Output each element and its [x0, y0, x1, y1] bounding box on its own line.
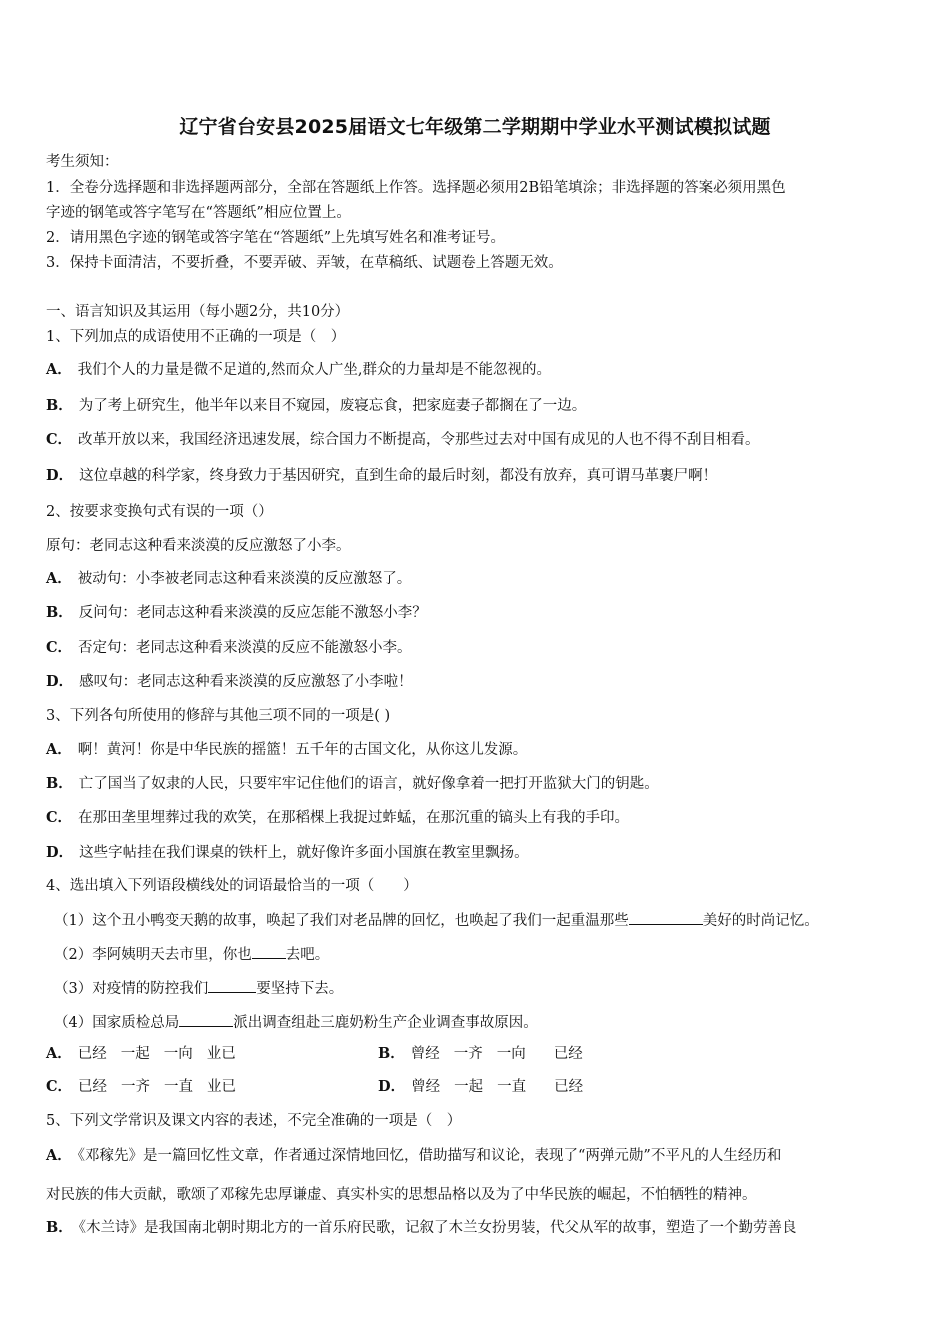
option-word: 一起: [454, 1079, 484, 1095]
question-4-option-a: [46, 1044, 236, 1064]
option-word: 已经: [77, 1046, 107, 1062]
notice-item-1: 1．全卷分选择题和非选择题两部分，全部在答题纸上作答。选择题必须用2B铅笔填涂；非选择题的答案必须用黑色: [46, 180, 786, 196]
option-label: D．: [46, 844, 74, 861]
option-text: 这位卓越的科学家，终身致力于基因研究，直到生命的最后时刻，都没有放弃，真可谓马革裹尸啊！: [79, 468, 718, 484]
item-text: 要坚持下去。: [256, 981, 344, 997]
option-label: B．: [46, 775, 73, 792]
option-label: C．: [46, 431, 73, 448]
option-word: 业已: [207, 1079, 237, 1095]
option-text: 我们个人的力量是微不足道的,然而众人广坐,群众的力量却是不能忽视的。: [77, 362, 551, 378]
option-text: 反问句：老同志这种看来淡漠的反应怎能不激怒小李？: [78, 605, 427, 621]
option-label: D．: [46, 673, 74, 690]
option-label: C．: [46, 809, 73, 826]
question-4-stem: 4、选出填入下列语段横线处的词语最恰当的一项（ ）: [46, 878, 418, 894]
fill-blank: [629, 910, 703, 925]
question-4-item-2: [54, 944, 329, 965]
question-4-option-d: [378, 1077, 583, 1097]
option-label: A．: [46, 570, 72, 587]
option-word: 一向: [496, 1046, 526, 1062]
question-4-option-c: [46, 1077, 236, 1097]
item-text: （3）对疫情的防控我们: [54, 981, 209, 997]
question-1-option-d: [46, 466, 717, 486]
option-word: 一齐: [453, 1046, 483, 1062]
notice-heading: 考生须知：: [46, 154, 119, 170]
fill-blank: [208, 978, 256, 993]
notice-item-3: 3．保持卡面清洁，不要折叠，不要弄破、弄皱，在草稿纸、试题卷上答题无效。: [46, 255, 563, 271]
fill-blank: [252, 944, 286, 959]
option-text: 否定句：老同志这种看来淡漠的反应不能激怒小李。: [78, 640, 412, 656]
question-2-stem: 2、按要求变换句式有误的一项（）: [46, 504, 273, 520]
option-text: 亡了国当了奴隶的人民，只要牢牢记住他们的语言，就好像拿着一把打开监狱大门的钥匙。: [78, 776, 659, 792]
question-1-option-c: [46, 430, 760, 450]
option-word: 已经: [78, 1079, 108, 1095]
option-label: B．: [378, 1045, 405, 1062]
option-label: A．: [46, 741, 72, 758]
option-word: 曾经: [411, 1079, 441, 1095]
item-text: 派出调查组赴三鹿奶粉生产企业调查事故原因。: [233, 1015, 538, 1031]
section-heading: 一、语言知识及其运用（每小题2分，共10分）: [46, 304, 350, 320]
question-3-option-a: [46, 740, 527, 760]
question-3-option-c: [46, 808, 629, 828]
question-4-item-4: [54, 1012, 538, 1033]
question-3-option-d: [46, 843, 529, 863]
question-1-stem: 1、下列加点的成语使用不正确的一项是（ ）: [46, 329, 346, 345]
option-text: 啊！黄河！你是中华民族的摇篮！五千年的古国文化，从你这儿发源。: [77, 742, 528, 758]
option-label: B．: [46, 397, 73, 414]
option-word: 一直: [164, 1079, 194, 1095]
item-text: 美好的时尚记忆。: [702, 913, 819, 929]
question-5-option-a: [46, 1146, 781, 1166]
question-3-stem: 3、下列各句所使用的修辞与其他三项不同的一项是( ): [46, 708, 391, 724]
question-5-option-b: [46, 1218, 797, 1238]
question-2-option-b: [46, 603, 427, 623]
option-word: 已经: [554, 1079, 584, 1095]
option-word: 一齐: [121, 1079, 151, 1095]
option-label: A．: [46, 1147, 72, 1164]
option-label: D．: [46, 467, 74, 484]
item-text: （1）这个丑小鸭变天鹅的故事，唤起了我们对老品牌的回忆，也唤起了我们一起重温那些: [54, 913, 629, 929]
question-5-stem: 5、下列文学常识及课文内容的表述，不完全准确的一项是（ ）: [46, 1113, 462, 1129]
option-label: A．: [46, 1045, 72, 1062]
question-2-original: 原句：老同志这种看来淡漠的反应激怒了小李。: [46, 538, 351, 554]
option-word: 业已: [206, 1046, 236, 1062]
fill-blank: [179, 1012, 233, 1027]
notice-item-1-cont: 字迹的钢笔或答字笔写在“答题纸”相应位置上。: [46, 205, 351, 221]
option-text: 《邓稼先》是一篇回忆性文章，作者通过深情地回忆，借助描写和议论，表现了“两弹元勋”不平凡的人生经历和: [77, 1148, 782, 1164]
question-2-option-c: [46, 638, 412, 658]
item-text: （4）国家质检总局: [54, 1015, 180, 1031]
option-label: D．: [378, 1078, 406, 1095]
option-label: C．: [46, 639, 73, 656]
question-1-option-a: [46, 360, 551, 380]
notice-item-2: 2．请用黑色字迹的钢笔或答字笔在“答题纸”上先填写姓名和准考证号。: [46, 230, 506, 246]
question-2-option-a: [46, 569, 411, 589]
option-label: B．: [46, 604, 73, 621]
option-text: 为了考上研究生，他半年以来目不窥园，废寝忘食，把家庭妻子都搁在了一边。: [78, 398, 587, 414]
option-text: 感叹句：老同志这种看来淡漠的反应激怒了小李啦！: [79, 674, 413, 690]
question-5-option-a-cont: 对民族的伟大贡献，歌颂了邓稼先忠厚谦虚、真实朴实的思想品格以及为了中华民族的崛起，不怕牺牲的精神。: [46, 1187, 757, 1203]
option-text: 被动句：小李被老同志这种看来淡漠的反应激怒了。: [77, 571, 412, 587]
question-2-option-d: [46, 672, 413, 692]
item-text: 去吧。: [285, 947, 330, 963]
option-word: 一起: [120, 1046, 150, 1062]
option-word: 曾经: [410, 1046, 440, 1062]
question-1-option-b: [46, 396, 586, 416]
option-label: C．: [46, 1078, 73, 1095]
option-word: 已经: [553, 1046, 583, 1062]
option-word: 一直: [497, 1079, 527, 1095]
question-3-option-b: [46, 774, 659, 794]
question-4-item-3: [54, 978, 343, 999]
option-label: B．: [46, 1219, 73, 1236]
option-text: 这些字帖挂在我们课桌的铁杆上，就好像许多面小国旗在教室里飘扬。: [79, 845, 529, 861]
option-label: A．: [46, 361, 72, 378]
question-4-item-1: [54, 910, 819, 931]
page-title: 辽宁省台安县2025届语文七年级第二学期期中学业水平测试模拟试题: [179, 116, 771, 138]
option-text: 在那田垄里埋葬过我的欢笑，在那稻棵上我捉过蚱蜢，在那沉重的镐头上有我的手印。: [78, 810, 630, 826]
option-text: 改革开放以来，我国经济迅速发展，综合国力不断提高，令那些过去对中国有成见的人也不得不刮目相看。: [78, 432, 760, 448]
option-word: 一向: [163, 1046, 193, 1062]
option-text: 《木兰诗》是我国南北朝时期北方的一首乐府民歌，记叙了木兰女扮男装，代父从军的故事，塑造了一个勤劳善良: [78, 1220, 797, 1236]
question-4-option-b: [378, 1044, 583, 1064]
item-text: （2）李阿姨明天去市里，你也: [54, 947, 252, 963]
